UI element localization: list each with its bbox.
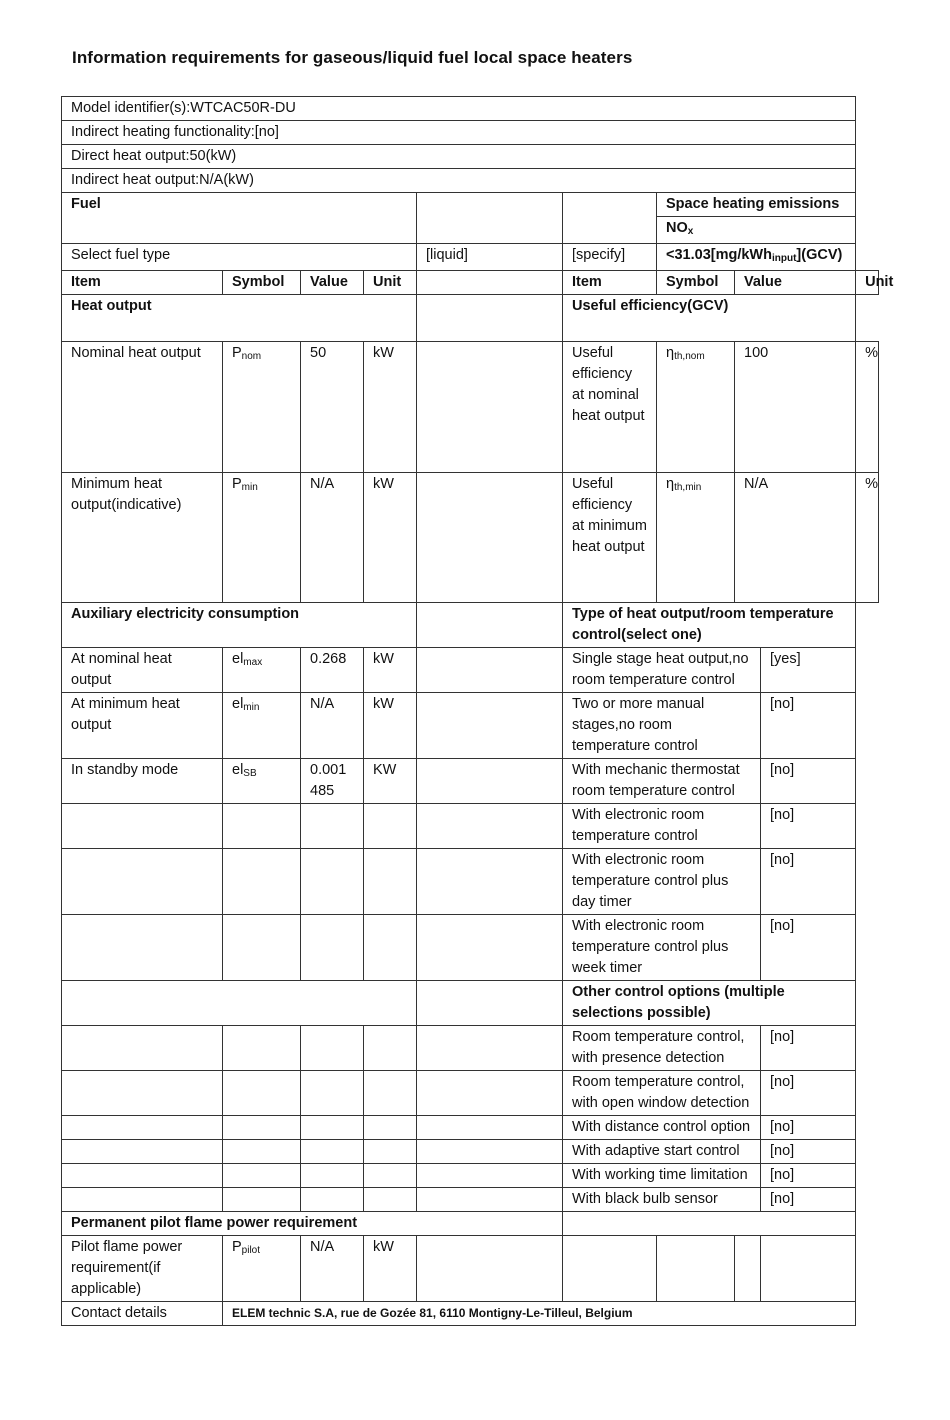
blank-cell [417, 271, 563, 295]
control-option: With distance control option [563, 1116, 761, 1140]
blank-cell [62, 915, 223, 981]
control-option: With electronic room temperature control [563, 804, 761, 849]
blank-cell [417, 804, 563, 849]
blank-cell [417, 915, 563, 981]
blank-cell [364, 1140, 417, 1164]
efficiency-item: Useful efficiency at nominal heat output [563, 342, 657, 473]
blank-cell [417, 1026, 563, 1071]
efficiency-symbol: $\eta_{th,nom}$ [657, 342, 735, 473]
header-value: Value [735, 271, 856, 295]
direct-heat-output: Direct heat output:50(kW) [62, 145, 856, 169]
blank-cell [417, 648, 563, 693]
efficiency-title: Useful efficiency(GCV) [563, 295, 856, 342]
other-controls-title: Other control options (multiple selections possible) [563, 981, 856, 1026]
blank-cell [223, 1026, 301, 1071]
control-option: Two or more manual stages,no room temperature control [563, 693, 761, 759]
control-option: With black bulb sensor [563, 1188, 761, 1212]
blank-cell [417, 1071, 563, 1116]
blank-cell [417, 342, 563, 473]
blank-cell [62, 1140, 223, 1164]
header-symbol: Symbol [657, 271, 735, 295]
blank-cell [62, 981, 417, 1026]
fuel-type-value: [liquid] [417, 244, 563, 271]
control-option: With electronic room temperature control plus day timer [563, 849, 761, 915]
heat-item: Minimum heat output(indicative) [62, 473, 223, 603]
pilot-unit: kW [364, 1236, 417, 1302]
control-option: With adaptive start control [563, 1140, 761, 1164]
blank-cell [563, 193, 657, 244]
pilot-symbol: $P_{pilot}$ [223, 1236, 301, 1302]
specify-value: [specify] [563, 244, 657, 271]
blank-cell [417, 193, 563, 244]
blank-cell [417, 1116, 563, 1140]
blank-cell [417, 1140, 563, 1164]
control-selection: [no] [761, 1164, 856, 1188]
heat-value: N/A [301, 473, 364, 603]
control-option: With mechanic thermostat room temperature control [563, 759, 761, 804]
efficiency-symbol: $\eta_{th,min}$ [657, 473, 735, 603]
blank-cell [223, 915, 301, 981]
blank-cell [301, 1188, 364, 1212]
blank-cell [417, 849, 563, 915]
aux-value: 0.268 [301, 648, 364, 693]
model-identifier: Model identifier(s):WTCAC50R-DU [62, 97, 856, 121]
aux-item: At nominal heat output [62, 648, 223, 693]
blank-cell [301, 1116, 364, 1140]
blank-cell [417, 759, 563, 804]
emissions-title: Space heating emissions [657, 193, 856, 217]
header-item: Item [563, 271, 657, 295]
indirect-heat-output: Indirect heat output:N/A(kW) [62, 169, 856, 193]
control-option: Room temperature control, with open window detection [563, 1071, 761, 1116]
control-selection: [no] [761, 693, 856, 759]
control-selection: [no] [761, 1188, 856, 1212]
blank-cell [364, 1164, 417, 1188]
efficiency-unit: % [856, 473, 879, 603]
blank-cell [301, 1071, 364, 1116]
blank-cell [417, 603, 563, 648]
efficiency-value: 100 [735, 342, 856, 473]
header-unit: Unit [856, 271, 879, 295]
blank-cell [417, 693, 563, 759]
heat-item: Nominal heat output [62, 342, 223, 473]
blank-cell [761, 1236, 856, 1302]
blank-cell [301, 849, 364, 915]
pilot-title: Permanent pilot flame power requirement [62, 1212, 563, 1236]
pilot-value: N/A [301, 1236, 364, 1302]
nox-label: $NO_x$ [657, 217, 856, 244]
blank-cell [62, 1116, 223, 1140]
info-table [61, 96, 894, 1326]
control-selection: [no] [761, 849, 856, 915]
efficiency-value: N/A [735, 473, 856, 603]
blank-cell [223, 804, 301, 849]
header-unit: Unit [364, 271, 417, 295]
aux-value: 0.001 485 [301, 759, 364, 804]
blank-cell [223, 1116, 301, 1140]
contact-label: Contact details [62, 1302, 223, 1326]
control-selection: [no] [761, 1140, 856, 1164]
heat-symbol: $P_{min}$ [223, 473, 301, 603]
blank-cell [364, 804, 417, 849]
aux-unit: KW [364, 759, 417, 804]
aux-unit: kW [364, 648, 417, 693]
heat-output-title: Heat output [62, 295, 417, 342]
blank-cell [364, 849, 417, 915]
blank-cell [417, 473, 563, 603]
control-option: Room temperature control, with presence detection [563, 1026, 761, 1071]
control-option: Single stage heat output,no room temperature control [563, 648, 761, 693]
blank-cell [62, 1026, 223, 1071]
control-option: With working time limitation [563, 1164, 761, 1188]
blank-cell [62, 804, 223, 849]
efficiency-item: Useful efficiency at minimum heat output [563, 473, 657, 603]
aux-value: N/A [301, 693, 364, 759]
control-selection: [no] [761, 804, 856, 849]
aux-title: Auxiliary electricity consumption [62, 603, 417, 648]
blank-cell [563, 1212, 856, 1236]
blank-cell [364, 1188, 417, 1212]
aux-item: At minimum heat output [62, 693, 223, 759]
control-selection: [no] [761, 915, 856, 981]
blank-cell [223, 1140, 301, 1164]
select-fuel-label: Select fuel type [62, 244, 417, 271]
efficiency-unit: % [856, 342, 879, 473]
control-selection: [yes] [761, 648, 856, 693]
header-item: Item [62, 271, 223, 295]
heat-unit: kW [364, 473, 417, 603]
contact-details: ELEM technic S.A, rue de Gozée 81, 6110 Montigny-Le-Tilleul, Belgium [223, 1302, 856, 1326]
blank-cell [364, 915, 417, 981]
blank-cell [62, 849, 223, 915]
blank-cell [417, 1188, 563, 1212]
blank-cell [223, 1188, 301, 1212]
pilot-item: Pilot flame power requirement(if applicable) [62, 1236, 223, 1302]
control-type-title: Type of heat output/room temperature control(select one) [563, 603, 856, 648]
fuel-label: Fuel [62, 193, 417, 244]
blank-cell [301, 804, 364, 849]
indirect-heating: Indirect heating functionality:[no] [62, 121, 856, 145]
aux-item: In standby mode [62, 759, 223, 804]
header-value: Value [301, 271, 364, 295]
blank-cell [417, 295, 563, 342]
header-symbol: Symbol [223, 271, 301, 295]
aux-symbol: $el_{min}$ [223, 693, 301, 759]
blank-cell [223, 849, 301, 915]
blank-cell [301, 1026, 364, 1071]
blank-cell [417, 1164, 563, 1188]
blank-cell [364, 1116, 417, 1140]
emission-value: <31.03[mg/kWh$_{input}$](GCV) [657, 244, 856, 271]
blank-cell [563, 1236, 657, 1302]
blank-cell [364, 1071, 417, 1116]
heat-unit: kW [364, 342, 417, 473]
control-selection: [no] [761, 1026, 856, 1071]
control-selection: [no] [761, 759, 856, 804]
aux-unit: kW [364, 693, 417, 759]
heat-value: 50 [301, 342, 364, 473]
control-selection: [no] [761, 1071, 856, 1116]
page-title: Information requirements for gaseous/liquid fuel local space heaters [72, 48, 633, 67]
blank-cell [223, 1164, 301, 1188]
blank-cell [657, 1236, 735, 1302]
control-option: With electronic room temperature control plus week timer [563, 915, 761, 981]
blank-cell [301, 1140, 364, 1164]
blank-cell [301, 1164, 364, 1188]
aux-symbol: $el_{SB}$ [223, 759, 301, 804]
heat-symbol: $P_{nom}$ [223, 342, 301, 473]
blank-cell [223, 1071, 301, 1116]
aux-symbol: $el_{max}$ [223, 648, 301, 693]
blank-cell [62, 1188, 223, 1212]
blank-cell [301, 915, 364, 981]
blank-cell [62, 1164, 223, 1188]
blank-cell [417, 1236, 563, 1302]
blank-cell [417, 981, 563, 1026]
blank-cell [62, 1071, 223, 1116]
control-selection: [no] [761, 1116, 856, 1140]
blank-cell [364, 1026, 417, 1071]
blank-cell [735, 1236, 761, 1302]
